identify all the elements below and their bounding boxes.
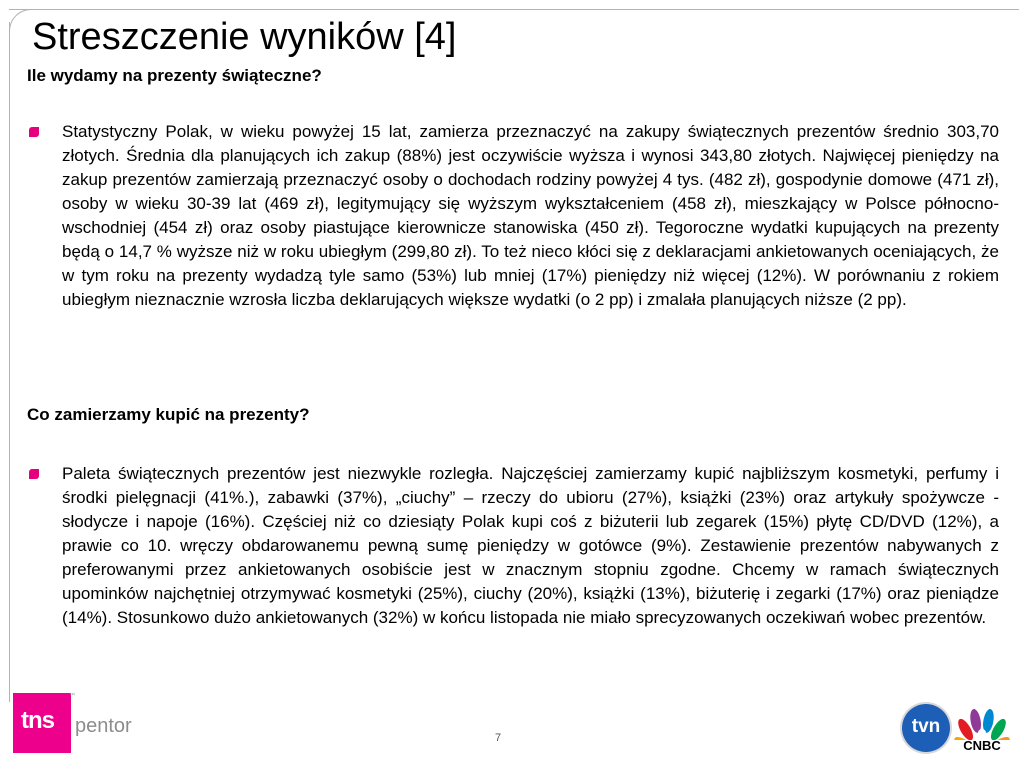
section-1-paragraph: Statystyczny Polak, w wieku powyżej 15 lat, zamierza przeznaczyć na zakupy świątecznych prezentów średnio 303,70 złotych. Średnia dla planujących ich zakup (88%) jest oczywiście wyższa i wynosi 343,80 złotych. Najwięcej pieniędzy na zakup prezentów zamierzają przeznaczyć osoby o dochodach rodziny powyżej 4 tys. (482 zł), gospodynie domowe (471 zł), osoby w wieku 30-39 lat (469 zł), legitymujący się wyższym wykształceniem (458 zł), mieszkający w Polsce północno-wschodniej (454 zł) oraz osoby piastujące kierownicze stanowiska (450 zł). Tegoroczne wydatki kupujących na prezenty będą o 14,7 % wyższe niż w roku ubiegłym (299,80 zł). To też nieco kłóci się z deklaracjami ankietowanych oceniających, że w tym roku na prezenty wydadzą tyle samo (53%) lub mniej (17%) pieniędzy niż więcej (12%). W porównaniu z rokiem ubiegłym nieznacznie wzrosła liczba deklarujących większe wydatki (o 2 pp) i zmalała planujących niższe (2 pp). xyxy=(62,122,999,309)
slide-title: Streszczenie wyników [4] xyxy=(32,16,457,58)
tvn-logo-text: tvn xyxy=(911,716,941,737)
frame-top-line xyxy=(9,9,1019,10)
bullet-icon xyxy=(29,127,39,137)
bullet-icon xyxy=(29,469,39,479)
page-number: 7 xyxy=(495,732,502,744)
bullet-item-1 xyxy=(29,120,999,312)
section-2-paragraph: Paleta świątecznych prezentów jest niezwykle rozległa. Najczęściej zamierzamy kupić najbliższym kosmetyki, perfumy i środki pielęgnacji (41%.), zabawki (37%), „ciuchy” – rzeczy do ubioru (27%), książki (23%) oraz artykuły spożywcze - słodycze i napoje (16%). Częściej niż co dziesiąty Polak kupi coś z biżuterii lub zegarek (15%) płytę CD/DVD (12%), a prawie co 10. wręczy obdarowanemu pewną sumę pieniędzy w gotówce (9%). Zestawienie prezentów nabywanych z preferowanymi przez ankietowanych osobiście jest w znacznym stopniu zgodne. Chcemy w ramach świątecznych upominków najchętniej otrzymywać kosmetyki (25%), ciuchy (20%), książki (13%), biżuterię i zegarki (17%) oraz pieniądze (14%). Stosunkowo dużo ankietowanych (32%) w końcu listopada nie miało sprecyzowanych oczekiwań wobec prezentów. xyxy=(62,464,999,627)
bullet-item-2 xyxy=(29,462,999,630)
tns-logo-box xyxy=(13,693,71,753)
cnbc-peacock-icon xyxy=(953,700,1011,740)
cnbc-logo xyxy=(953,700,1011,756)
tns-logo-text: tns xyxy=(21,707,54,734)
trademark-mark: ™ xyxy=(69,693,75,699)
tns-pentor-logo xyxy=(13,693,133,753)
pentor-logo-text: pentor xyxy=(75,715,132,737)
frame-left-line xyxy=(9,22,10,702)
section-2-heading: Co zamierzamy kupić na prezenty? xyxy=(27,405,310,424)
section-1-heading: Ile wydamy na prezenty świąteczne? xyxy=(27,66,322,85)
tvn-logo xyxy=(902,704,950,752)
cnbc-logo-text: CNBC xyxy=(963,738,1001,753)
